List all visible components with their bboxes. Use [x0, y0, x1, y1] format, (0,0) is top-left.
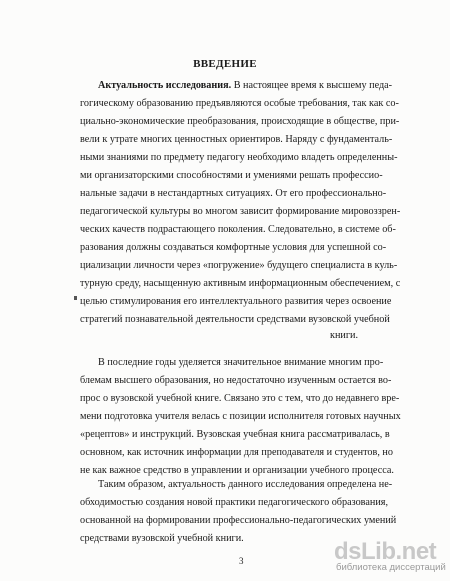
paragraph-1-line-2: гогическому образованию предъявляются особые требования, так как со- — [80, 98, 399, 109]
paragraph-2-line-5: «рецептов» и инструкций. Вузовская учебная книга рассматривалась, в — [80, 429, 390, 440]
watermark-logo: dsLib.net — [334, 538, 437, 565]
watermark — [334, 538, 446, 584]
paragraph-3-line-2: обходимостью создания новой практики педагогического образования, — [80, 497, 388, 508]
paragraph-2-line-7: не как важное средство в управлении и организации учебного процесса. — [80, 465, 394, 476]
paragraph-1-text: В настоящее время к высшему педа- — [231, 80, 393, 91]
paragraph-1-line-7: нальные задачи в нестандартных ситуациях. От его профессионально- — [80, 188, 387, 199]
paragraph-1-line-8: педагогической культуры во многом зависит формирование мировоззрен- — [80, 206, 401, 217]
paragraph-1-line-6: ми организаторскими способностями и умениями решать профессио- — [80, 170, 383, 181]
margin-mark — [74, 296, 77, 300]
paragraph-1-line-15: книги. — [330, 330, 359, 341]
paragraph-1-line-12: турную среду, насыщенную активным информационным обеспечением, с — [80, 278, 401, 289]
paragraph-1-line-14: стратегий познавательной деятельности средствами вузовской учебной — [80, 314, 390, 325]
paragraph-1-line-3: циально-экономические преобразования, происходящие в обществе, при- — [80, 116, 400, 127]
paragraph-2-line-2: блемам высшего образования, но недостаточно изученным остается во- — [80, 375, 392, 386]
paragraph-1-line-10: разования должны создаваться комфортные условия для успешной со- — [80, 242, 387, 253]
paragraph-1-line-1 — [98, 79, 392, 93]
paragraph-3-line-1: Таким образом, актуальность данного исследования определена не- — [98, 479, 393, 490]
paragraph-2-line-3: прос о вузовской учебной книге. Связано это с тем, что до недавнего вре- — [80, 393, 400, 404]
paragraph-1-line-11: циализации личности через «погружение» будущего специалиста в куль- — [80, 260, 398, 271]
paragraph-2-line-6: основном, как источник информации для преподавателя и студентов, но — [80, 447, 393, 458]
paragraph-3-line-3: основанной на формировании профессионально-педагогических умений — [80, 515, 397, 526]
page-number: 3 — [239, 556, 244, 566]
paragraph-2-line-1: В последние годы уделяется значительное внимание многим про- — [98, 357, 384, 368]
paragraph-1-line-13: целью стимулирования его интеллектуального развития через освоение — [80, 296, 392, 307]
paragraph-1-line-5: ными знаниями по предмету педагогу необходимо владеть определенны- — [80, 152, 398, 163]
page-title: ВВЕДЕНИЕ — [193, 58, 257, 70]
paragraph-2-line-4: мени подготовка учителя велась с позиции исполнителя готовых научных — [80, 411, 401, 422]
paragraph-1-line-4: вели к утрате многих ценностных ориентиров. Наряду с фундаменталь- — [80, 134, 393, 145]
paragraph-3-line-4: средствами вузовской учебной книги. — [80, 533, 244, 544]
paragraph-1-line-9: ческих качеств подрастающего поколения. Следовательно, в системе об- — [80, 224, 396, 235]
watermark-subtitle: библиотека диссертаций — [336, 562, 446, 573]
paragraph-lead: Актуальность исследования. — [98, 80, 232, 91]
